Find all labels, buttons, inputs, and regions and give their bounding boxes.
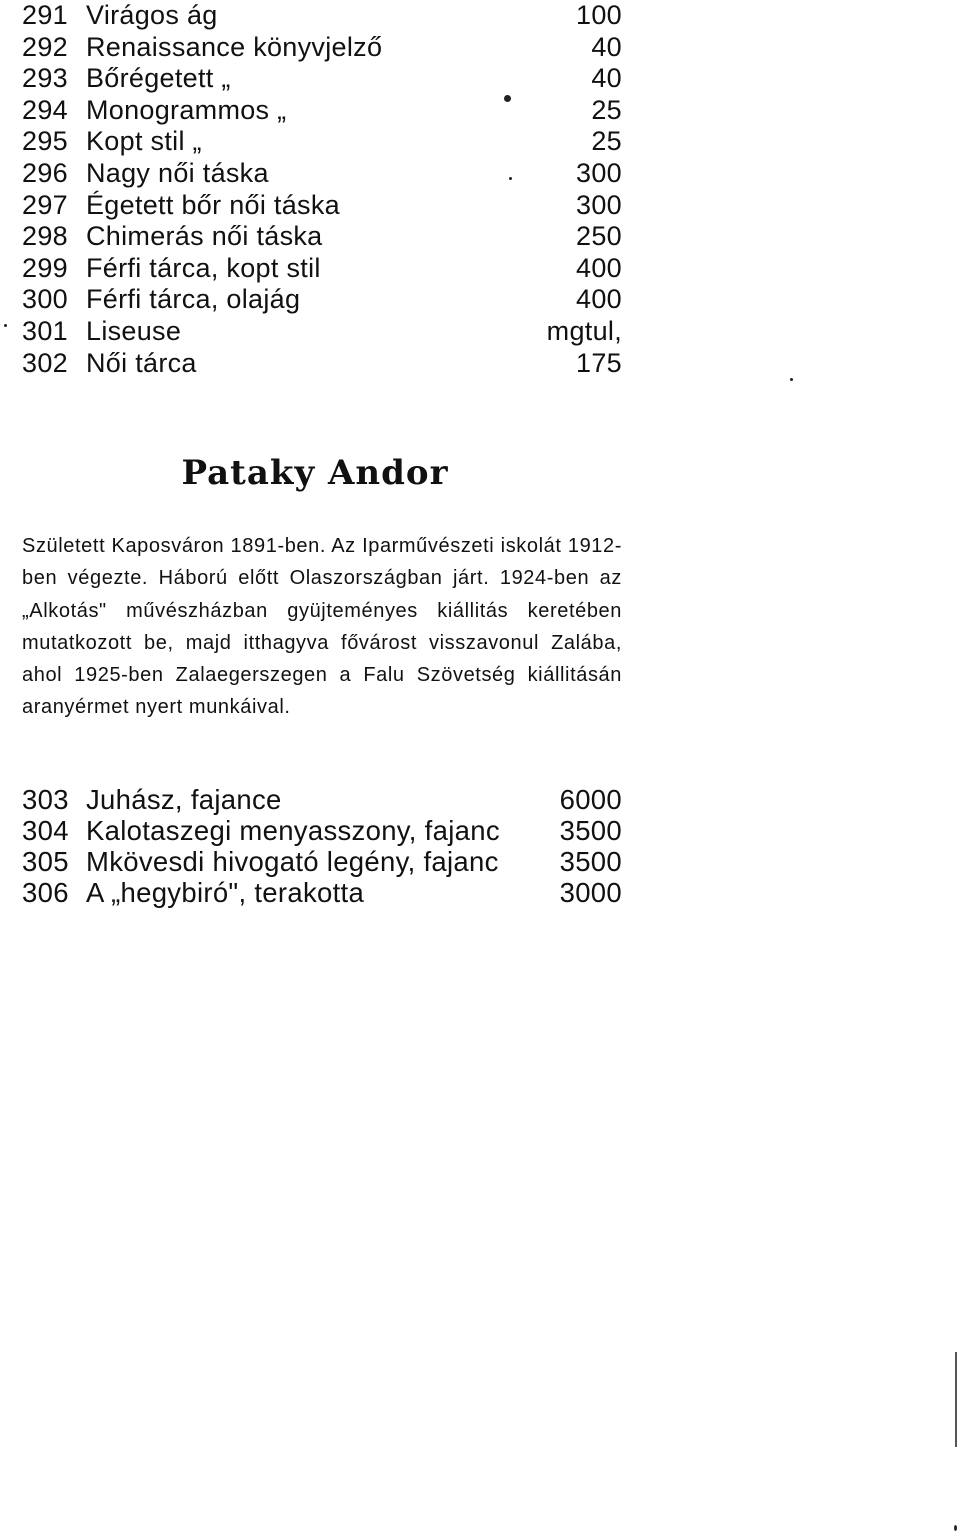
item-number: 297 — [22, 189, 68, 220]
item-price: 3500 — [559, 815, 622, 846]
item-number: 305 — [22, 846, 69, 877]
item-price: 175 — [576, 347, 622, 378]
item-title: Kopt stil „ — [86, 126, 202, 157]
catalog-item — [22, 253, 622, 285]
scan-speck — [790, 378, 793, 381]
item-number: 296 — [22, 157, 68, 188]
item-number: 299 — [22, 252, 68, 283]
item-number: 294 — [22, 94, 68, 125]
item-title: Monogrammos „ — [86, 94, 287, 125]
item-title: Liseuse — [86, 315, 182, 346]
catalog-item — [22, 32, 622, 64]
item-title: Chimerás női táska — [86, 221, 323, 252]
item-price: 25 — [591, 126, 622, 157]
catalog-item — [22, 284, 622, 316]
item-price: 3000 — [559, 877, 622, 908]
catalog-item — [22, 846, 622, 877]
catalog-list-bottom — [22, 784, 622, 908]
catalog-item — [22, 190, 622, 222]
catalog-item — [22, 0, 622, 32]
item-title: Női tárca — [86, 347, 197, 378]
item-number: 306 — [22, 877, 69, 908]
catalog-item — [22, 877, 622, 908]
item-price: 40 — [591, 63, 622, 94]
item-number: 302 — [22, 347, 68, 378]
item-number: 295 — [22, 126, 68, 157]
item-title: Renaissance könyvjelző — [86, 31, 383, 62]
catalog-item — [22, 158, 622, 190]
item-title: Virágos ág — [86, 0, 218, 30]
item-title: Égetett bőr női táska — [86, 189, 340, 220]
scan-edge-line — [955, 1352, 957, 1447]
catalog-item — [22, 316, 622, 348]
item-price: mgtul, — [546, 315, 622, 346]
item-price: 100 — [576, 0, 622, 30]
item-price: 400 — [576, 284, 622, 315]
catalog-item — [22, 221, 622, 253]
item-title: Mkövesdi hivogató legény, fajanc — [86, 846, 499, 877]
item-number: 298 — [22, 221, 68, 252]
item-price: 250 — [576, 221, 622, 252]
item-number: 303 — [22, 784, 69, 815]
scan-speck — [954, 1525, 957, 1531]
catalog-item — [22, 815, 622, 846]
catalog-item — [22, 348, 622, 380]
scan-speck — [4, 324, 7, 327]
item-title: Kalotaszegi menyasszony, fajanc — [86, 815, 500, 846]
item-price: 400 — [576, 252, 622, 283]
scan-speck — [504, 95, 511, 102]
item-price: 3500 — [559, 846, 622, 877]
catalog-list-top — [22, 0, 622, 379]
item-title: A „hegybiró", terakotta — [86, 877, 365, 908]
item-price: 6000 — [559, 784, 622, 815]
item-price: 300 — [576, 189, 622, 220]
item-number: 291 — [22, 0, 68, 30]
item-title: Nagy női táska — [86, 157, 269, 188]
item-title: Férfi tárca, olajág — [86, 284, 301, 315]
item-price: 40 — [591, 31, 622, 62]
artist-name-heading: Pataky Andor — [181, 453, 449, 493]
artist-biography: Született Kaposváron 1891-ben. Az Iparművészeti iskolát 1912-ben végezte. Háború előtt Olaszországban járt. 1924-ben az „Alkotás" művészházban gyüjteményes kiállitás keretében mutatkozott be, majd itthagyva fővárost visszavonul Zalába, ahol 1925-ben Zalaegerszegen a Falu Szövetség kiállitásán aranyérmet nyert munkáival. — [22, 535, 622, 719]
catalog-item — [22, 95, 622, 127]
item-price: 25 — [591, 94, 622, 125]
catalog-item — [22, 63, 622, 95]
item-number: 300 — [22, 284, 68, 315]
item-number: 292 — [22, 31, 68, 62]
item-number: 293 — [22, 63, 68, 94]
item-number: 304 — [22, 815, 69, 846]
scan-speck — [509, 177, 512, 180]
item-title: Bőrégetett „ — [86, 63, 231, 94]
catalog-item — [22, 126, 622, 158]
item-title: Férfi tárca, kopt stil — [86, 252, 321, 283]
item-title: Juhász, fajance — [86, 784, 282, 815]
item-number: 301 — [22, 315, 68, 346]
catalog-item — [22, 784, 622, 815]
item-price: 300 — [576, 157, 622, 188]
